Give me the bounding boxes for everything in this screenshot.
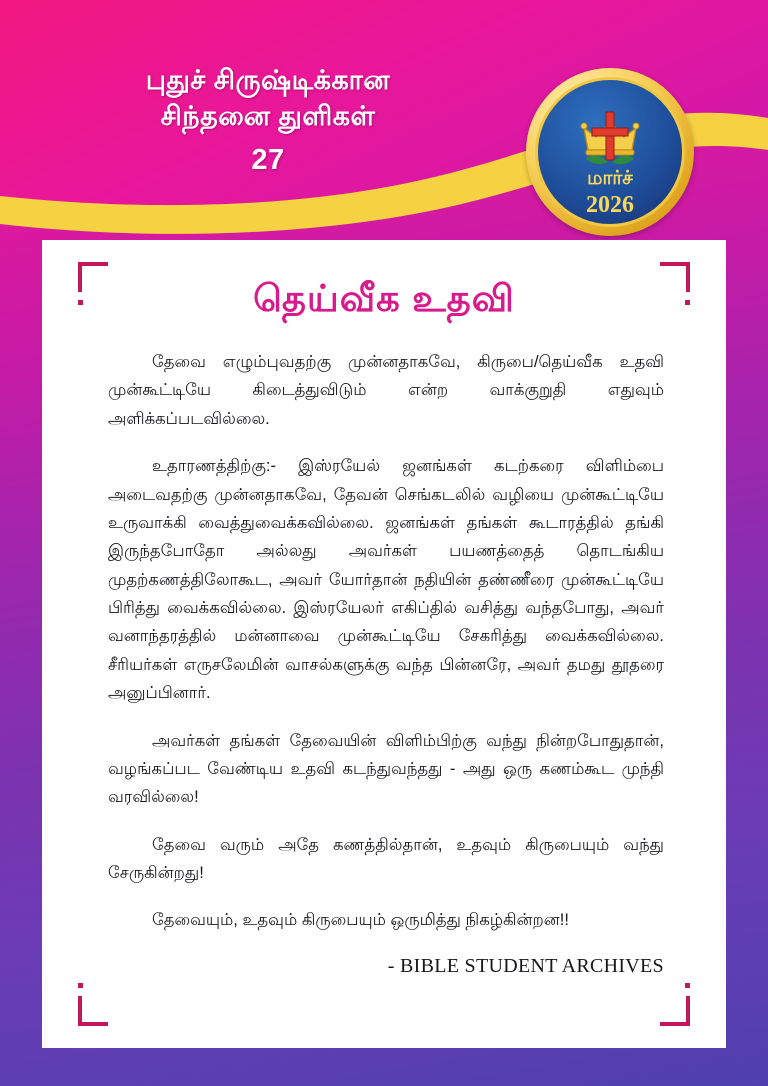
content-card: [42, 240, 726, 1048]
date-seal: [526, 68, 694, 236]
seal-year-label: 2026: [586, 192, 634, 218]
source-attribution: - BIBLE STUDENT ARCHIVES: [387, 955, 664, 977]
body-paragraph: தேவையும், உதவும் கிருபையும் ஒருமித்து நிகழ்கின்றன!!: [152, 911, 569, 930]
body-paragraph: தேவை வரும் அதே கணத்தில்தான், உதவும் கிருபையும் வந்து சேருகின்றது!: [108, 835, 664, 882]
cross-and-crown-icon: [574, 110, 646, 168]
corner-bracket-bottom-left: [78, 996, 108, 1026]
header-title-line2: சிந்தனை துளிகள்: [160, 101, 376, 132]
article-body: [108, 348, 664, 935]
seal-inner-disc: [535, 77, 685, 227]
poster-header-title: [58, 62, 478, 180]
body-paragraph: தேவை எழும்புவதற்கு முன்னதாகவே, கிருபை/தெய்வீக உதவி முன்கூட்டியே கிடைத்துவிடும் என்ற வாக்குறுதி எதுவும் அளிக்கப்படவில்லை.: [108, 353, 664, 428]
card-title: தெய்வீக உதவி: [253, 278, 515, 319]
header-title-line1: புதுச் சிருஷ்டிக்கான: [145, 65, 391, 95]
seal-month-label: மார்ச்: [587, 168, 633, 189]
body-paragraph: அவர்கள் தங்கள் தேவையின் விளிம்பிற்கு வந்து நின்றபோதுதான், வழங்கப்பட வேண்டிய உதவி கடந்துவந்தது - அது ஒரு கணம்கூட முந்தி வரவில்லை!: [108, 731, 664, 807]
issue-number: 27: [251, 143, 285, 176]
corner-bracket-bottom-right: [660, 996, 690, 1026]
body-paragraph: உதாரணத்திற்கு:- இஸ்ரயேல் ஜனங்கள் கடற்கரை விளிம்பை அடைவதற்கு முன்னதாகவே, தேவன் செங்கடலில் வழியை முன்கூட்டியே உருவாக்கி வைத்துவைக்கவில்லை. ஜனங்கள் தங்கள் கூடாரத்தில் தங்கி இருந்தபோதோ அல்லது அவர்கள் பயணத்தைத் தொடங்கிய முதற்கணத்திலோகூட, அவர் யோர்தான் நதியின் தண்ணீரை முன்கூட்டியே பிரித்து வைக்கவில்லை. இஸ்ரயேலர் எகிப்தில் வசித்து வந்தபோது, அவர் வனாந்தரத்தில் மன்னாவை முன்கூட்டியே சேகரித்து வைக்கவில்லை. சீரியர்கள் எருசலேமின் வாசல்களுக்கு வந்த பின்னரே, அவர் தமது தூதரை அனுப்பினார்.: [108, 457, 664, 703]
